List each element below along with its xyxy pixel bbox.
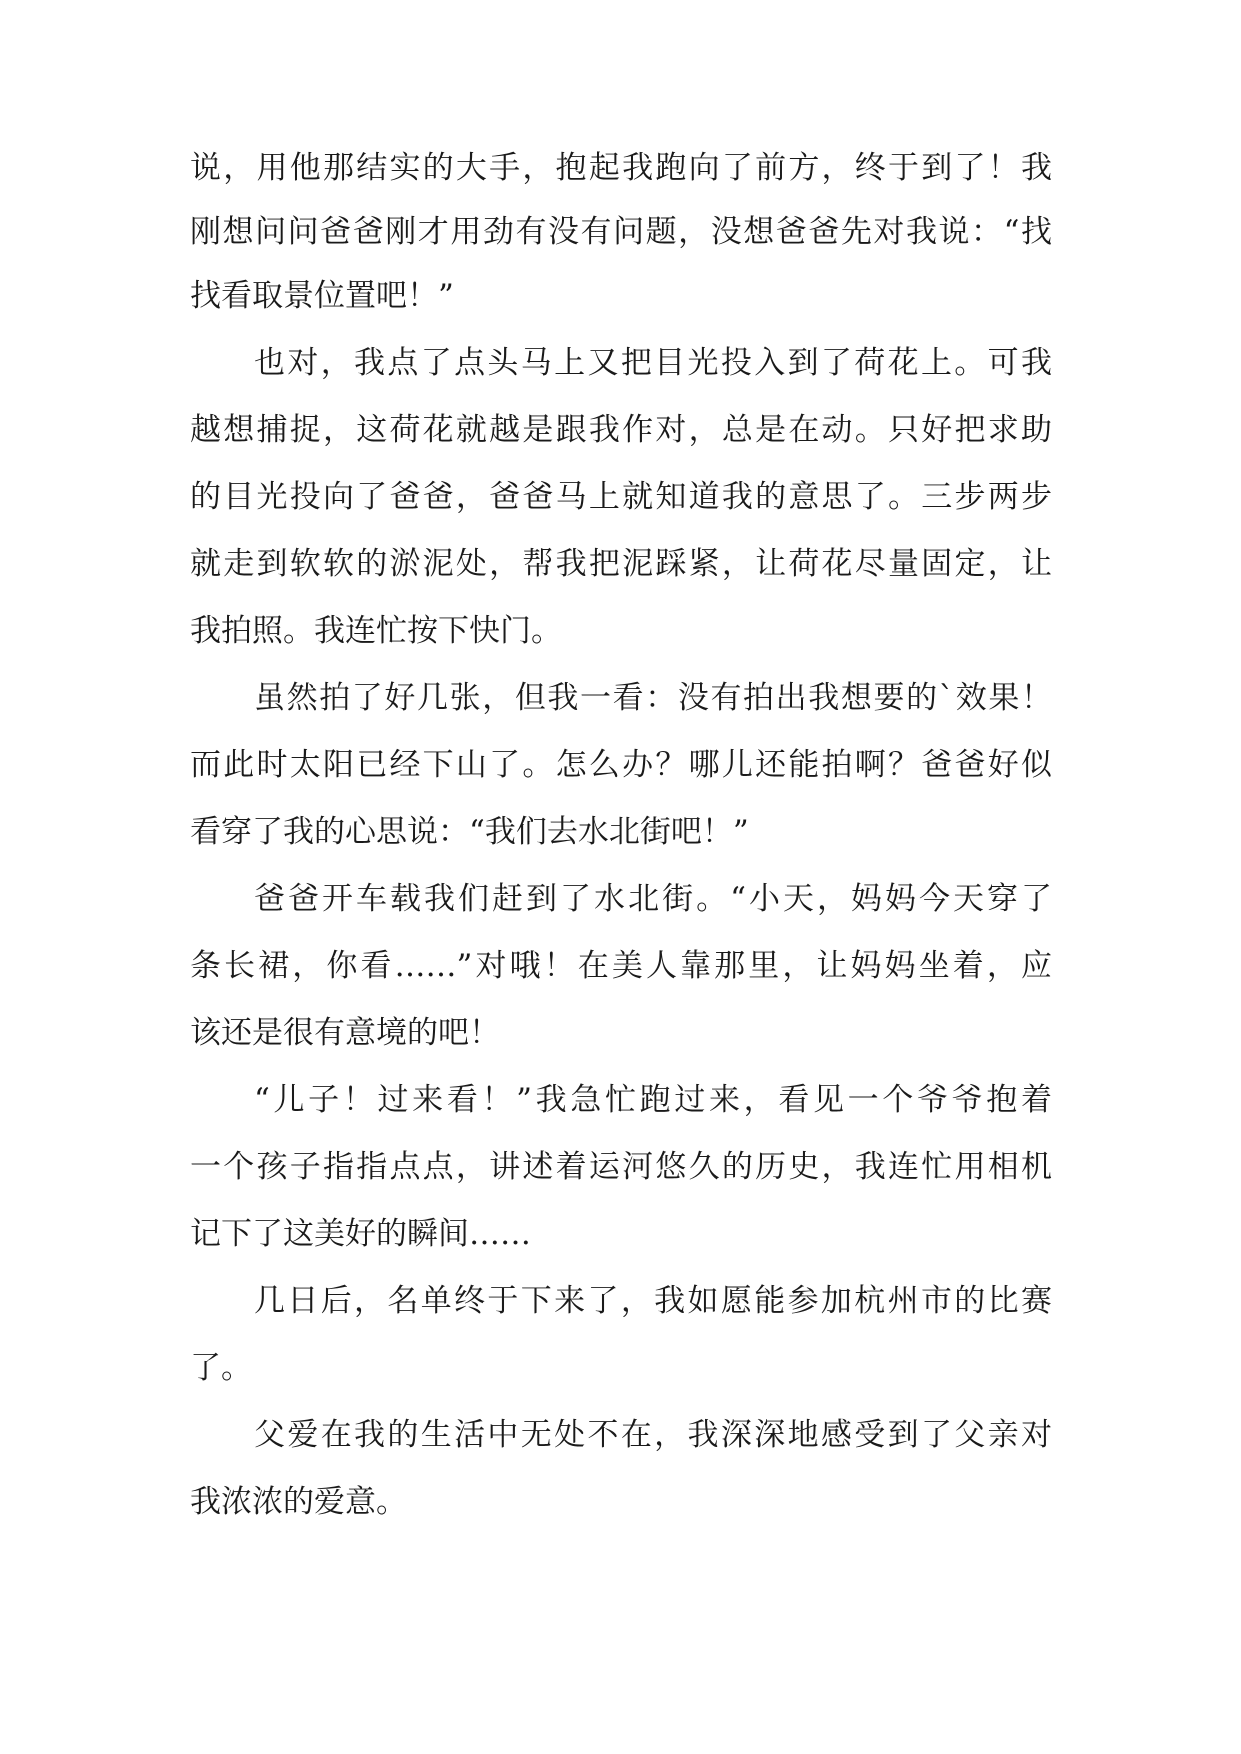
text-line: 的目光投向了爸爸，爸爸马上就知道我的意思了。三步两步 [190, 479, 1052, 515]
paragraph-first-line: 几日后，名单终于下来了，我如愿能参加杭州市的比赛 [254, 1283, 1052, 1319]
paragraph-first-line: “儿子！过来看！”我急忙跑过来，看见一个爷爷抱着 [254, 1082, 1052, 1118]
text-line: 了。 [190, 1350, 252, 1386]
paragraph-first-line: 虽然拍了好几张，但我一看：没有拍出我想要的`效果！ [254, 680, 1052, 716]
paragraph-first-line: 也对，我点了点头马上又把目光投入到了荷花上。可我 [254, 345, 1052, 381]
paragraph-first-line: 父爱在我的生活中无处不在，我深深地感受到了父亲对 [254, 1417, 1052, 1453]
text-line: 一个孩子指指点点，讲述着运河悠久的历史，我连忙用相机 [190, 1149, 1052, 1185]
text-line: 该还是很有意境的吧！ [190, 1015, 500, 1051]
text-line: 越想捕捉，这荷花就越是跟我作对，总是在动。只好把求助 [190, 412, 1052, 448]
text-line: 条长裙，你看……”对哦！在美人靠那里，让妈妈坐着，应 [190, 948, 1052, 984]
text-line: 刚想问问爸爸刚才用劲有没有问题，没想爸爸先对我说：“找 [190, 214, 1052, 250]
text-line: 找看取景位置吧！” [190, 278, 454, 314]
text-line: 我拍照。我连忙按下快门。 [190, 613, 562, 649]
paragraph-first-line: 爸爸开车载我们赶到了水北街。“小天，妈妈今天穿了 [254, 881, 1052, 917]
text-line: 我浓浓的爱意。 [190, 1484, 407, 1520]
text-line: 而此时太阳已经下山了。怎么办？哪儿还能拍啊？爸爸好似 [190, 747, 1052, 783]
text-line: 就走到软软的淤泥处，帮我把泥踩紧，让荷花尽量固定，让 [190, 546, 1052, 582]
text-line: 记下了这美好的瞬间…… [190, 1216, 531, 1252]
text-line: 说，用他那结实的大手，抱起我跑向了前方，终于到了！我 [190, 150, 1052, 186]
text-line: 看穿了我的心思说：“我们去水北街吧！” [190, 814, 749, 850]
